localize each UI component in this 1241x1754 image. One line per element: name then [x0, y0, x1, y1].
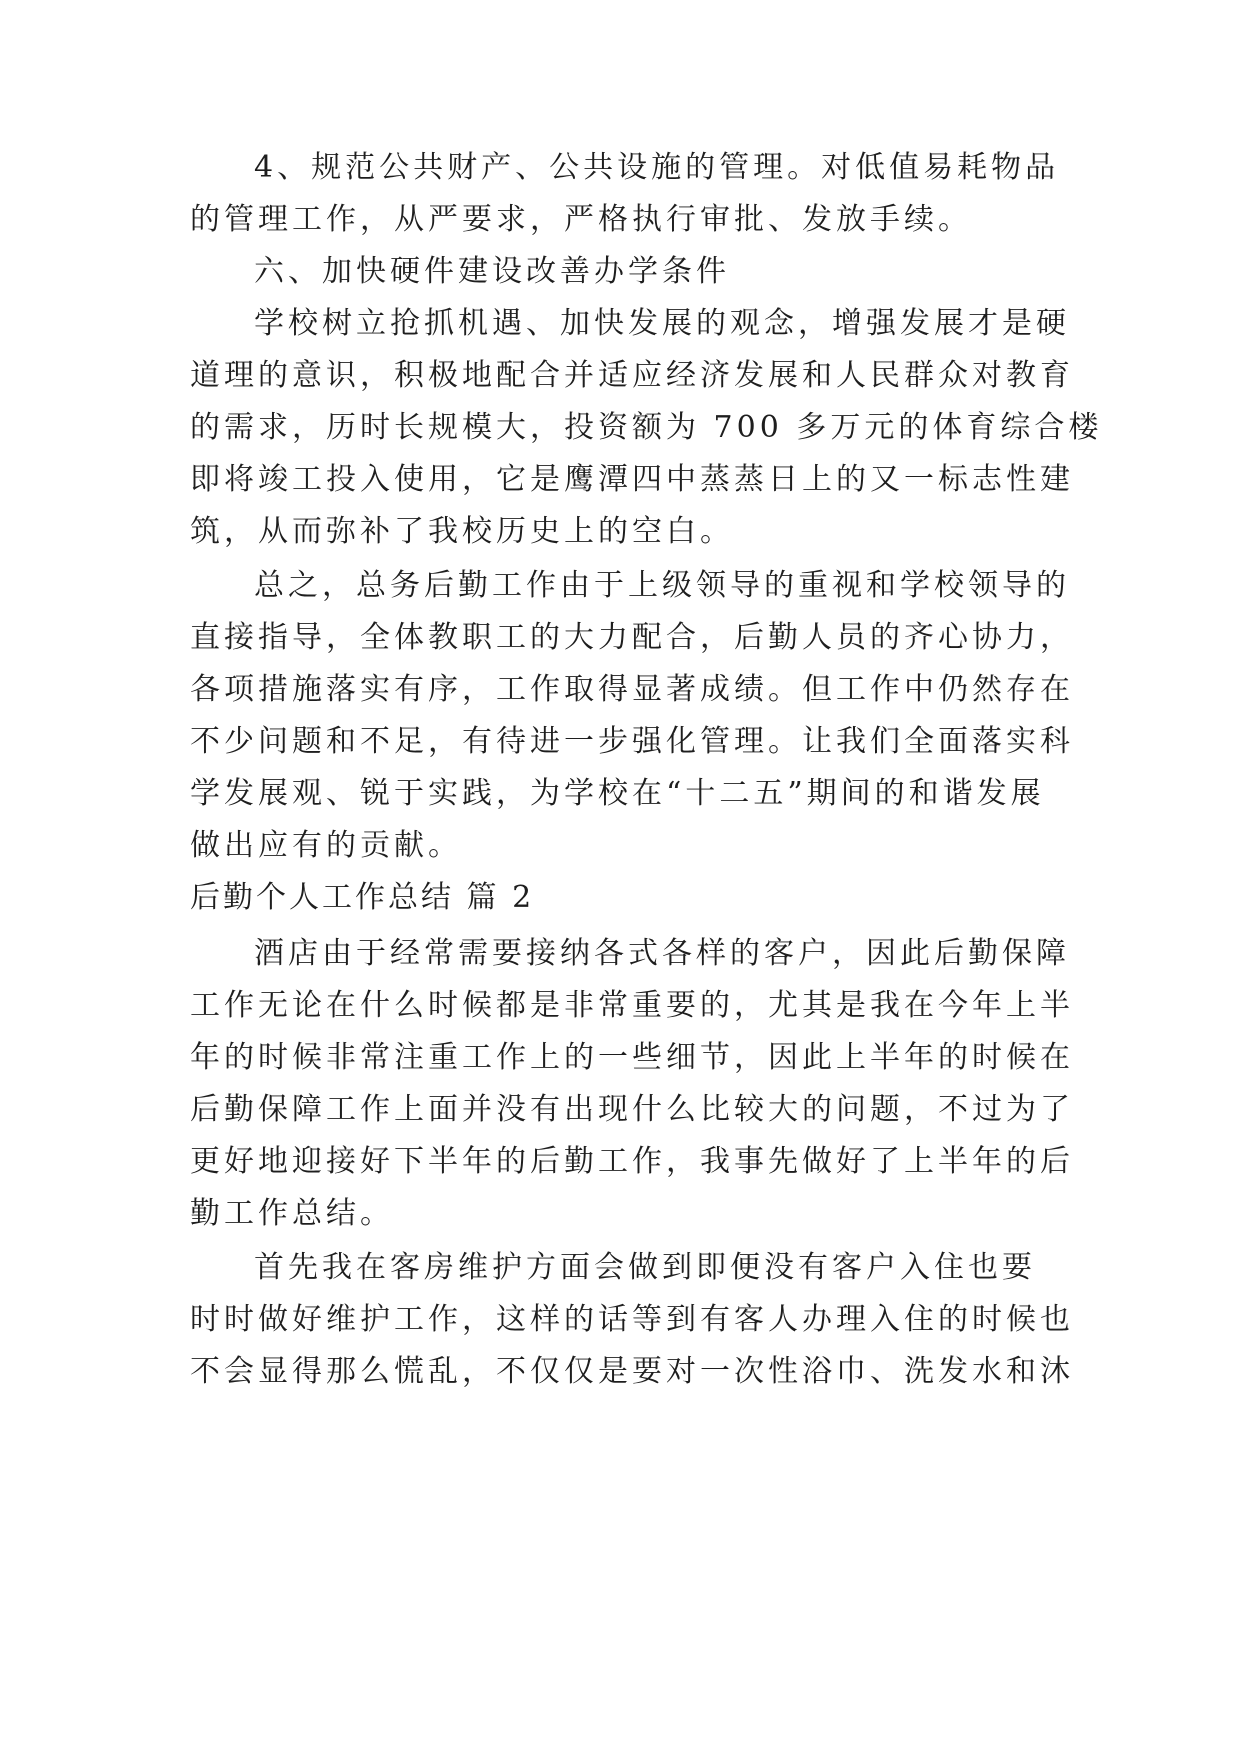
text-line: 更好地迎接好下半年的后勤工作，我事先做好了上半年的后	[190, 1144, 1074, 1179]
text-line: 即将竣工投入使用，它是鹰潭四中蒸蒸日上的又一标志性建	[190, 462, 1074, 497]
text-line: 年的时候非常注重工作上的一些细节，因此上半年的时候在	[190, 1040, 1074, 1075]
text-line: 的管理工作，从严要求，严格执行审批、发放手续。	[190, 202, 972, 237]
text-line: 不会显得那么慌乱，不仅仅是要对一次性浴巾、洗发水和沐	[190, 1354, 1074, 1389]
text-line: 的需求，历时长规模大，投资额为 700 多万元的体育综合楼	[190, 410, 1103, 445]
text-line: 学校树立抢抓机遇、加快发展的观念，增强发展才是硬	[254, 306, 1070, 341]
text-line: 酒店由于经常需要接纳各式各样的客户，因此后勤保障	[254, 936, 1070, 971]
text-line: 总之，总务后勤工作由于上级领导的重视和学校领导的	[254, 568, 1070, 603]
text-line: 首先我在客房维护方面会做到即便没有客户入住也要	[254, 1250, 1036, 1285]
text-line: 时时做好维护工作，这样的话等到有客人办理入住的时候也	[190, 1302, 1074, 1337]
text-line: 各项措施落实有序，工作取得显著成绩。但工作中仍然存在	[190, 672, 1074, 707]
text-line: 做出应有的贡献。	[190, 828, 462, 863]
section-heading: 六、加快硬件建设改善办学条件	[254, 254, 730, 289]
text-line: 学发展观、锐于实践，为学校在“十二五”期间的和谐发展	[190, 776, 1045, 811]
text-line: 工作无论在什么时候都是非常重要的，尤其是我在今年上半	[190, 988, 1074, 1023]
text-line: 勤工作总结。	[190, 1196, 394, 1231]
text-line: 后勤保障工作上面并没有出现什么比较大的问题，不过为了	[190, 1092, 1074, 1127]
article-title: 后勤个人工作总结 篇 2	[190, 880, 535, 915]
text-line: 道理的意识，积极地配合并适应经济发展和人民群众对教育	[190, 358, 1074, 393]
text-line: 直接指导，全体教职工的大力配合，后勤人员的齐心协力，	[190, 620, 1074, 655]
text-line: 4、规范公共财产、公共设施的管理。对低值易耗物品	[254, 150, 1060, 185]
text-line: 不少问题和不足，有待进一步强化管理。让我们全面落实科	[190, 724, 1074, 759]
text-line: 筑，从而弥补了我校历史上的空白。	[190, 514, 734, 549]
